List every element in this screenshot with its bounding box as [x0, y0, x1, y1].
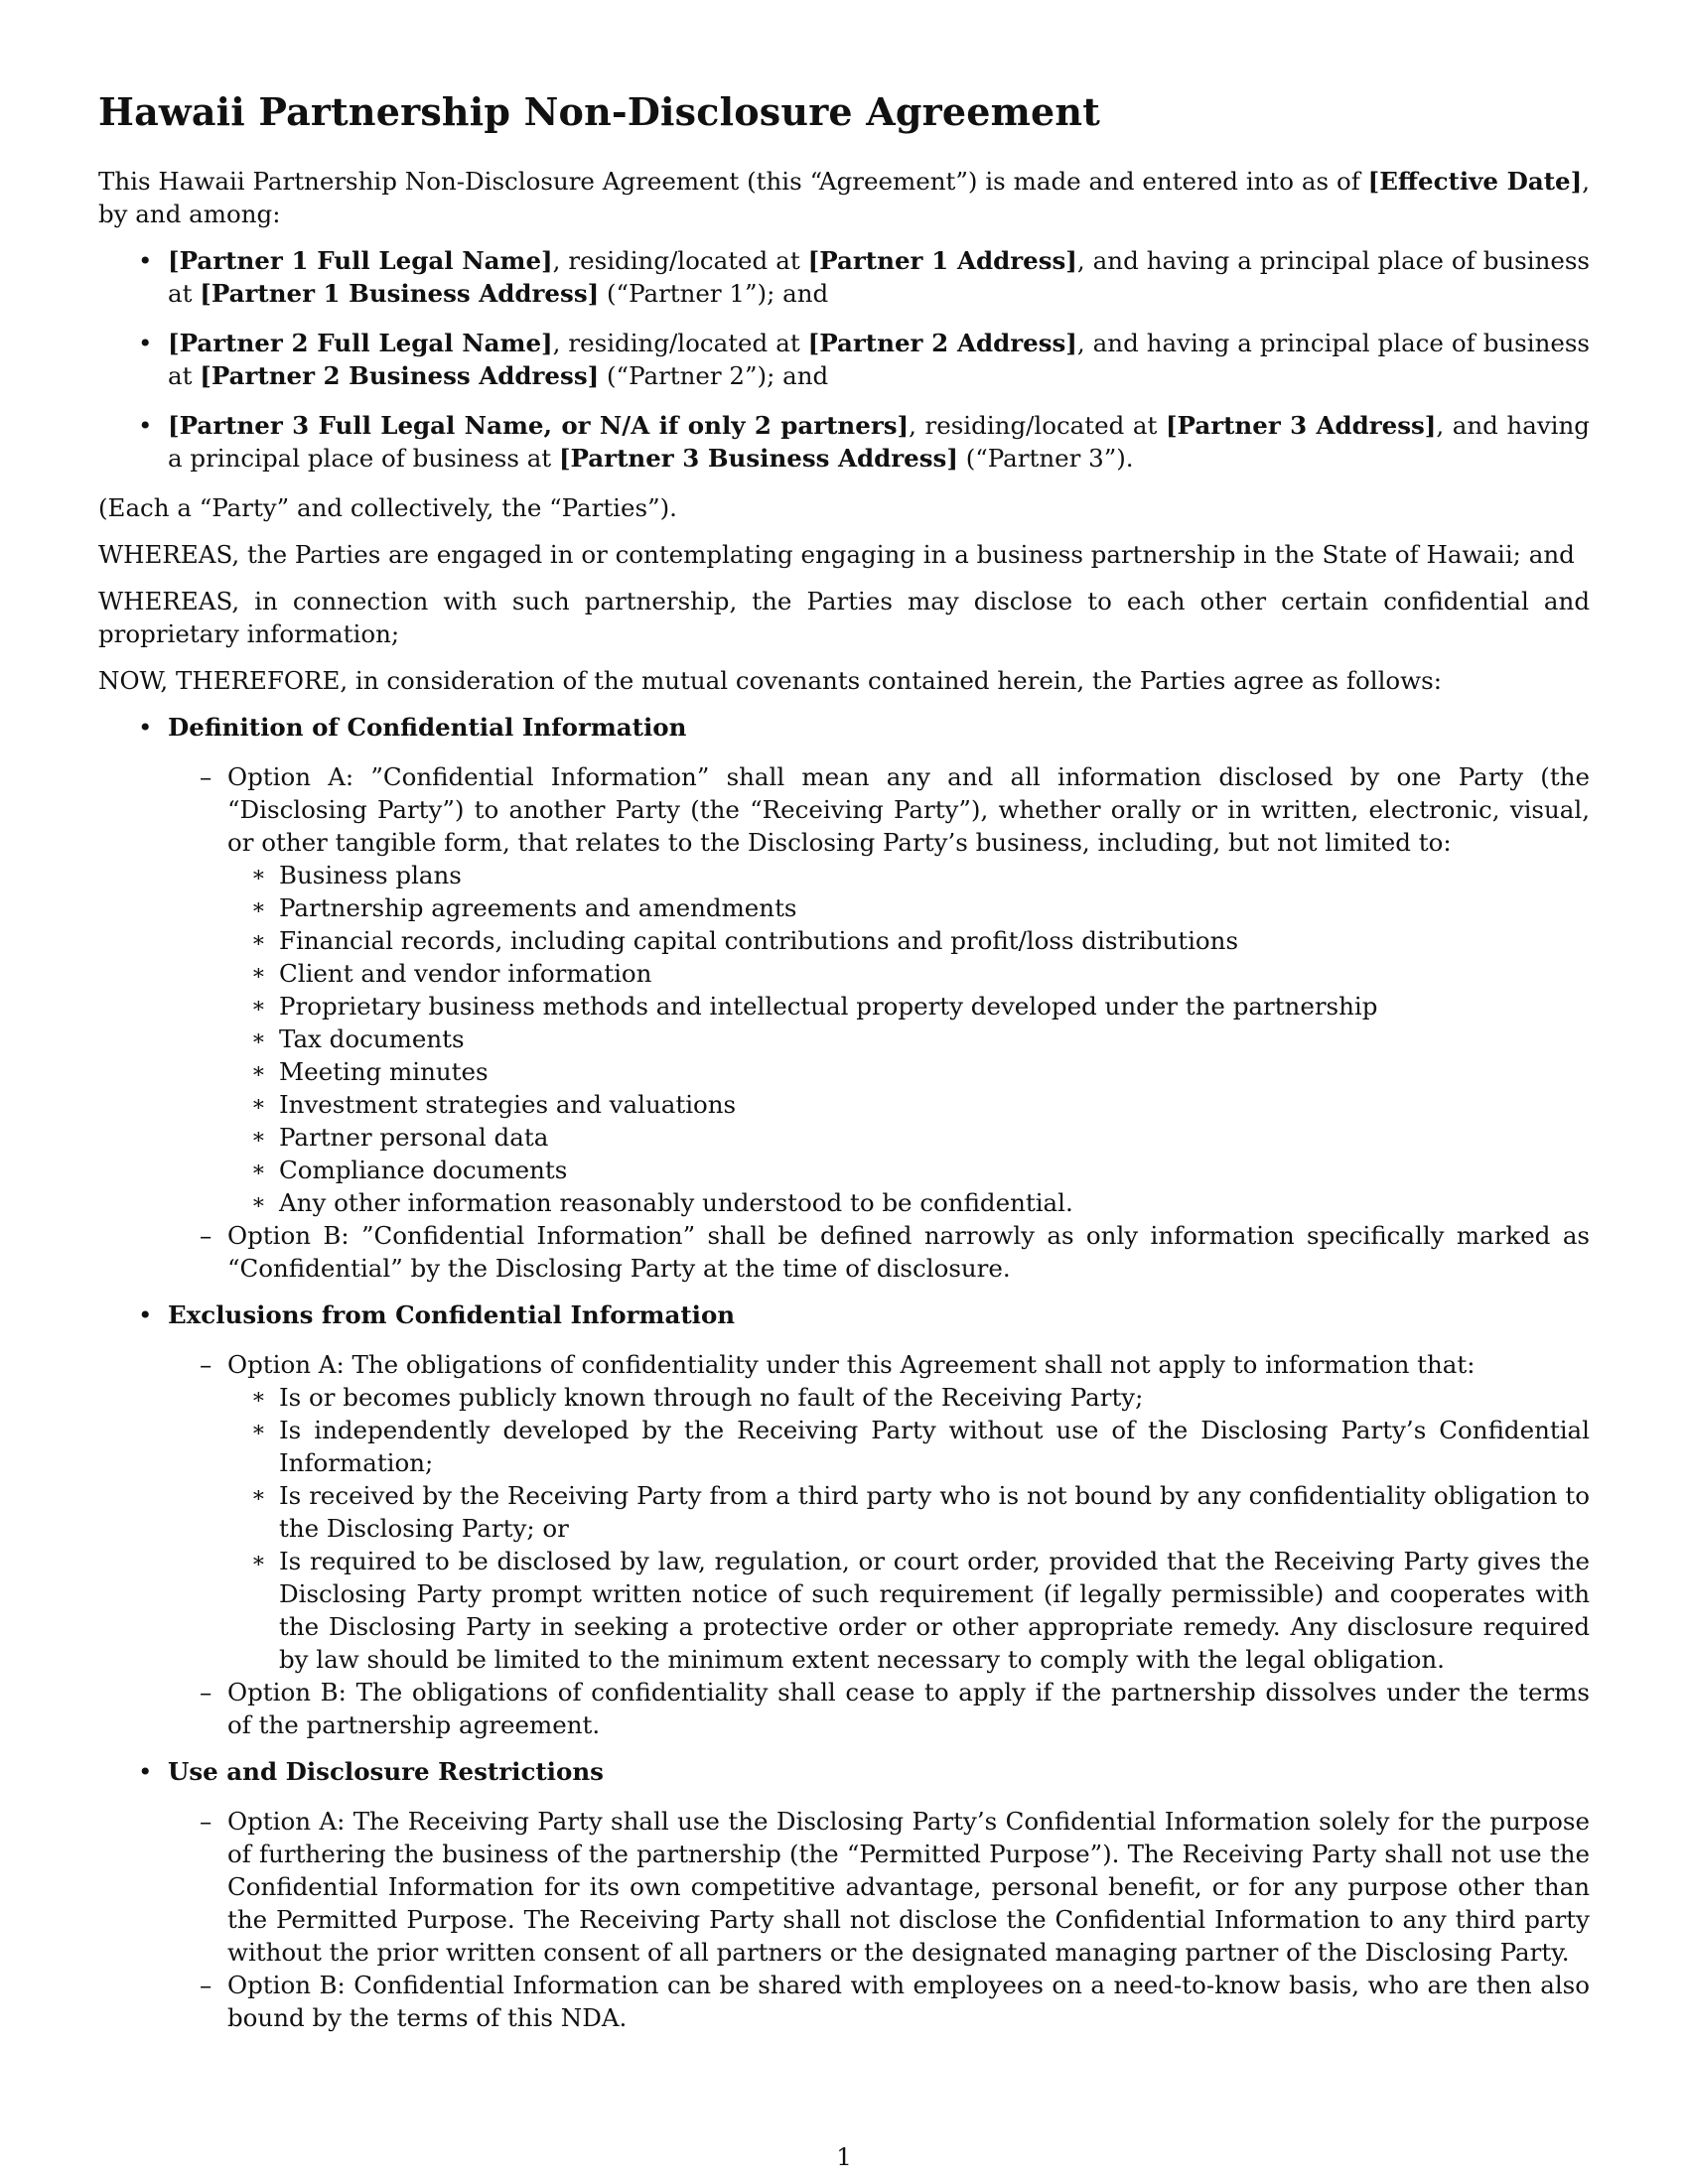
party-address: [Partner 1 Address] [807, 246, 1077, 275]
option-b: – Option B: The obligations of confidentiality shall cease to apply if the partnership dissolves under the terms of the partnership agreement. [227, 1676, 1590, 1741]
document-title: Hawaii Partnership Non-Disclosure Agreement [98, 89, 1101, 134]
list-item: ∗ Partner personal data [279, 1121, 1590, 1154]
party-item-3 [168, 409, 1590, 475]
items-list [227, 1381, 1590, 1676]
option-a [227, 760, 1590, 1219]
list-item: ∗ Business plans [279, 859, 1590, 891]
party-text: (“Partner 1”); and [599, 279, 829, 308]
list-item: ∗ Client and vendor information [279, 957, 1590, 990]
items-list [227, 859, 1590, 1219]
section-title: • Exclusions from Confidential Information [168, 1300, 736, 1329]
list-item: ∗ Is received by the Receiving Party from a third party who is not bound by any confidentiality obligation to the Disclosing Party; or [279, 1479, 1590, 1545]
whereas-paragraph-2: WHEREAS, in connection with such partnership, the Parties may disclose to each other certain confidential and proprietary information; [98, 587, 1590, 648]
each-party-paragraph: (Each a “Party” and collectively, the “Parties”). [98, 493, 677, 522]
party-item-2 [168, 327, 1590, 392]
list-item: ∗ Compliance documents [279, 1154, 1590, 1186]
list-item: ∗ Is or becomes publicly known through no fault of the Receiving Party; [279, 1381, 1590, 1414]
list-item: ∗ Meeting minutes [279, 1055, 1590, 1088]
party-address: [Partner 3 Address] [1165, 411, 1437, 440]
party-address: [Partner 2 Address] [807, 329, 1077, 357]
parties-list [98, 244, 1590, 475]
party-text: , residing/located at [909, 411, 1166, 440]
party-name: [Partner 3 Full Legal Name, or N/A if only 2 partners] [168, 411, 910, 440]
whereas-paragraph-1: WHEREAS, the Parties are engaged in or contemplating engaging in a business partnership in the State of Hawaii; and [98, 540, 1575, 569]
party-text: (“Partner 2”); and [599, 361, 829, 390]
intro-text-pre: This Hawaii Partnership Non-Disclosure Agreement (this “Agreement”) is made and entered into as of [98, 167, 1368, 196]
party-item-1 [168, 244, 1590, 310]
section-definition [168, 711, 1590, 1285]
party-text: (“Partner 3”). [957, 444, 1134, 473]
sections-list [98, 711, 1590, 2034]
list-item: ∗ Financial records, including capital contributions and profit/loss distributions [279, 924, 1590, 957]
list-item: ∗ Tax documents [279, 1023, 1590, 1055]
section-title: • Definition of Confidential Information [168, 713, 687, 742]
option-b: – Option B: ”Confidential Information” shall be defined narrowly as only information specifically marked as “Confidential” by the Disclosing Party at the time of disclosure. [227, 1219, 1590, 1285]
list-item: ∗ Investment strategies and valuations [279, 1088, 1590, 1121]
options-list [168, 1805, 1590, 2034]
list-item: ∗ Is required to be disclosed by law, regulation, or court order, provided that the Receiving Party gives the Disclosing Party prompt written notice of such requirement (if legally permissible) and cooperates with the Disclosing Party in seeking a protective order or other appropriate remedy. Any disclosure required by law should be limited to the minimum extent necessary to comply with the legal obligation. [279, 1545, 1590, 1676]
effective-date-placeholder: [Effective Date] [1367, 167, 1583, 196]
option-a: – Option A: The Receiving Party shall use the Disclosing Party’s Confidential Information solely for the purpose of furthering the business of the partnership (the “Permitted Purpose”). The Receiving Party shall not use the Confidential Information for its own competitive advantage, personal benefit, or for any purpose other than the Permitted Purpose. The Receiving Party shall not disclose the Confidential Information to any third party without the prior written consent of all partners or the designated managing partner of the Disclosing Party. [227, 1805, 1590, 1969]
page-number: 1 [836, 2142, 852, 2171]
list-item: ∗ Partnership agreements and amendments [279, 891, 1590, 924]
list-item: ∗ Proprietary business methods and intellectual property developed under the partnership [279, 990, 1590, 1023]
options-list [168, 760, 1590, 1285]
options-list [168, 1348, 1590, 1741]
intro-paragraph [98, 165, 1590, 230]
option-a-text: Option A: The obligations of confidentiality under this Agreement shall not apply to information that: [227, 1350, 1476, 1379]
option-a-text: Option A: ”Confidential Information” shall mean any and all information disclosed by one Party (the “Disclosing Party”) to another Party (the “Receiving Party”), whether orally or in written, electronic, visual, or other tangible form, that relates to the Disclosing Party’s business, including, but not limited to: [227, 762, 1590, 857]
party-text: , and having a principal place of business at [168, 246, 1590, 308]
option-a [227, 1348, 1590, 1676]
party-business-address: [Partner 3 Business Address] [558, 444, 958, 473]
party-name: [Partner 2 Full Legal Name] [168, 329, 553, 357]
intro-text-post: , by and among: [98, 167, 1590, 228]
party-text: , and having a principal place of business at [168, 329, 1590, 390]
party-text: , residing/located at [552, 329, 808, 357]
now-therefore-paragraph: NOW, THEREFORE, in consideration of the mutual covenants contained herein, the Parties agree as follows: [98, 666, 1442, 695]
section-title: • Use and Disclosure Restrictions [168, 1757, 604, 1786]
section-use-disclosure [168, 1755, 1590, 2034]
option-b: – Option B: Confidential Information can be shared with employees on a need-to-know basis, who are then also bound by the terms of this NDA. [227, 1969, 1590, 2034]
party-name: [Partner 1 Full Legal Name] [168, 246, 553, 275]
section-exclusions [168, 1298, 1590, 1741]
party-business-address: [Partner 2 Business Address] [200, 361, 600, 390]
list-item: ∗ Any other information reasonably understood to be confidential. [279, 1186, 1590, 1219]
party-text: , residing/located at [552, 246, 808, 275]
party-business-address: [Partner 1 Business Address] [200, 279, 600, 308]
list-item: ∗ Is independently developed by the Receiving Party without use of the Disclosing Party’s Confidential Information; [279, 1414, 1590, 1479]
party-text: , and having a principal place of business at [168, 411, 1590, 473]
